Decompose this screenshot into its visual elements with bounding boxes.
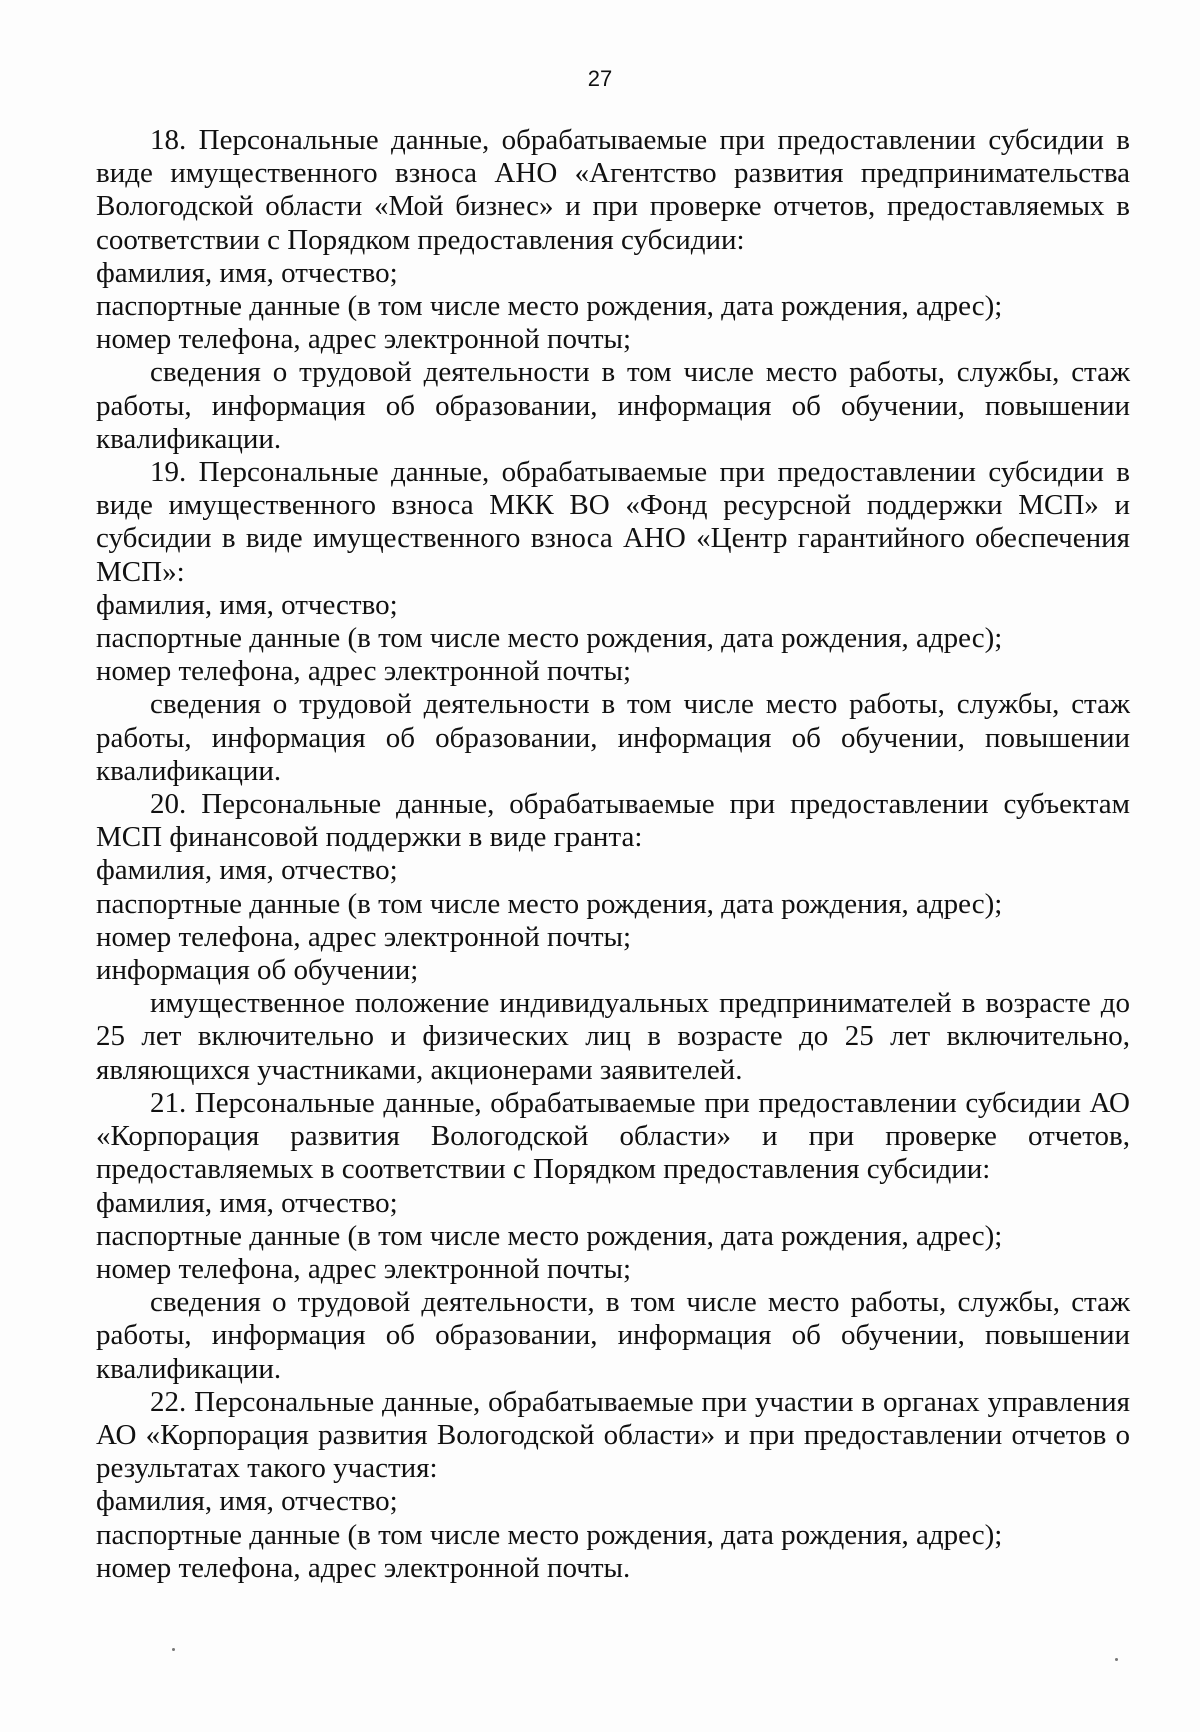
section-21-item-4: сведения о трудовой деятельности, в том числе место работы, службы, стаж работы, информация об образовании, информация об обучении, повышении квалификации. xyxy=(96,1286,1130,1385)
section-20-item-2: паспортные данные (в том числе место рождения, дата рождения, адрес); xyxy=(96,887,1003,920)
section-22-item-1: фамилия, имя, отчество; xyxy=(96,1485,398,1518)
scan-speck xyxy=(172,1648,175,1651)
section-19-intro: 19. Персональные данные, обрабатываемые при предоставлении субсидии в виде имущественного взноса МКК ВО «Фонд ресурсной поддержки МСП» и субсидии в виде имущественного взноса АНО «Центр гарантийного обеспечения МСП»: xyxy=(96,456,1130,588)
section-19-item-3: номер телефона, адрес электронной почты; xyxy=(96,655,632,688)
scan-speck xyxy=(1115,1658,1118,1661)
section-18-item-1: фамилия, имя, отчество; xyxy=(96,256,398,289)
document-body xyxy=(96,124,1130,1585)
section-21-item-3: номер телефона, адрес электронной почты; xyxy=(96,1252,632,1285)
section-20-intro: 20. Персональные данные, обрабатываемые при предоставлении субъектам МСП финансовой поддержки в виде гранта: xyxy=(96,788,1130,854)
section-22-intro: 22. Персональные данные, обрабатываемые при участии в органах управления АО «Корпорация развития Вологодской области» и при предоставлении отчетов о результатах такого участия: xyxy=(96,1385,1130,1485)
section-21-item-2: паспортные данные (в том числе место рождения, дата рождения, адрес); xyxy=(96,1219,1003,1252)
section-18-intro: 18. Персональные данные, обрабатываемые при предоставлении субсидии в виде имущественного взноса АНО «Агентство развития предпринимательства Вологодской области «Мой бизнес» и при проверке отчетов, предоставляемых в соответствии с Порядком предоставления субсидии: xyxy=(96,124,1130,256)
section-21-item-1: фамилия, имя, отчество; xyxy=(96,1186,398,1219)
section-20-item-5: имущественное положение индивидуальных предпринимателей в возрасте до 25 лет включительно и физических лиц в возрасте до 25 лет включительно, являющихся участниками, акционерами заявителей. xyxy=(96,987,1130,1086)
section-22-item-3: номер телефона, адрес электронной почты. xyxy=(96,1551,631,1584)
section-21-intro: 21. Персональные данные, обрабатываемые при предоставлении субсидии АО «Корпорация развития Вологодской области» и при проверке отчетов, предоставляемых в соответствии с Порядком предоставления субсидии: xyxy=(96,1086,1130,1186)
section-20-item-4: информация об обучении; xyxy=(96,954,419,987)
section-19-item-1: фамилия, имя, отчество; xyxy=(96,588,398,621)
section-19-item-2: паспортные данные (в том числе место рождения, дата рождения, адрес); xyxy=(96,622,1003,655)
section-18-item-4: сведения о трудовой деятельности в том числе место работы, службы, стаж работы, информация об образовании, информация об обучении, повышении квалификации. xyxy=(96,356,1130,455)
section-20-item-1: фамилия, имя, отчество; xyxy=(96,854,398,887)
section-22-item-2: паспортные данные (в том числе место рождения, дата рождения, адрес); xyxy=(96,1518,1003,1551)
section-18-item-3: номер телефона, адрес электронной почты; xyxy=(96,323,632,356)
section-20-item-3: номер телефона, адрес электронной почты; xyxy=(96,920,632,953)
section-19-item-4: сведения о трудовой деятельности в том числе место работы, службы, стаж работы, информация об образовании, информация об обучении, повышении квалификации. xyxy=(96,688,1130,787)
section-18-item-2: паспортные данные (в том числе место рождения, дата рождения, адрес); xyxy=(96,290,1003,323)
page-number: 27 xyxy=(587,66,613,91)
